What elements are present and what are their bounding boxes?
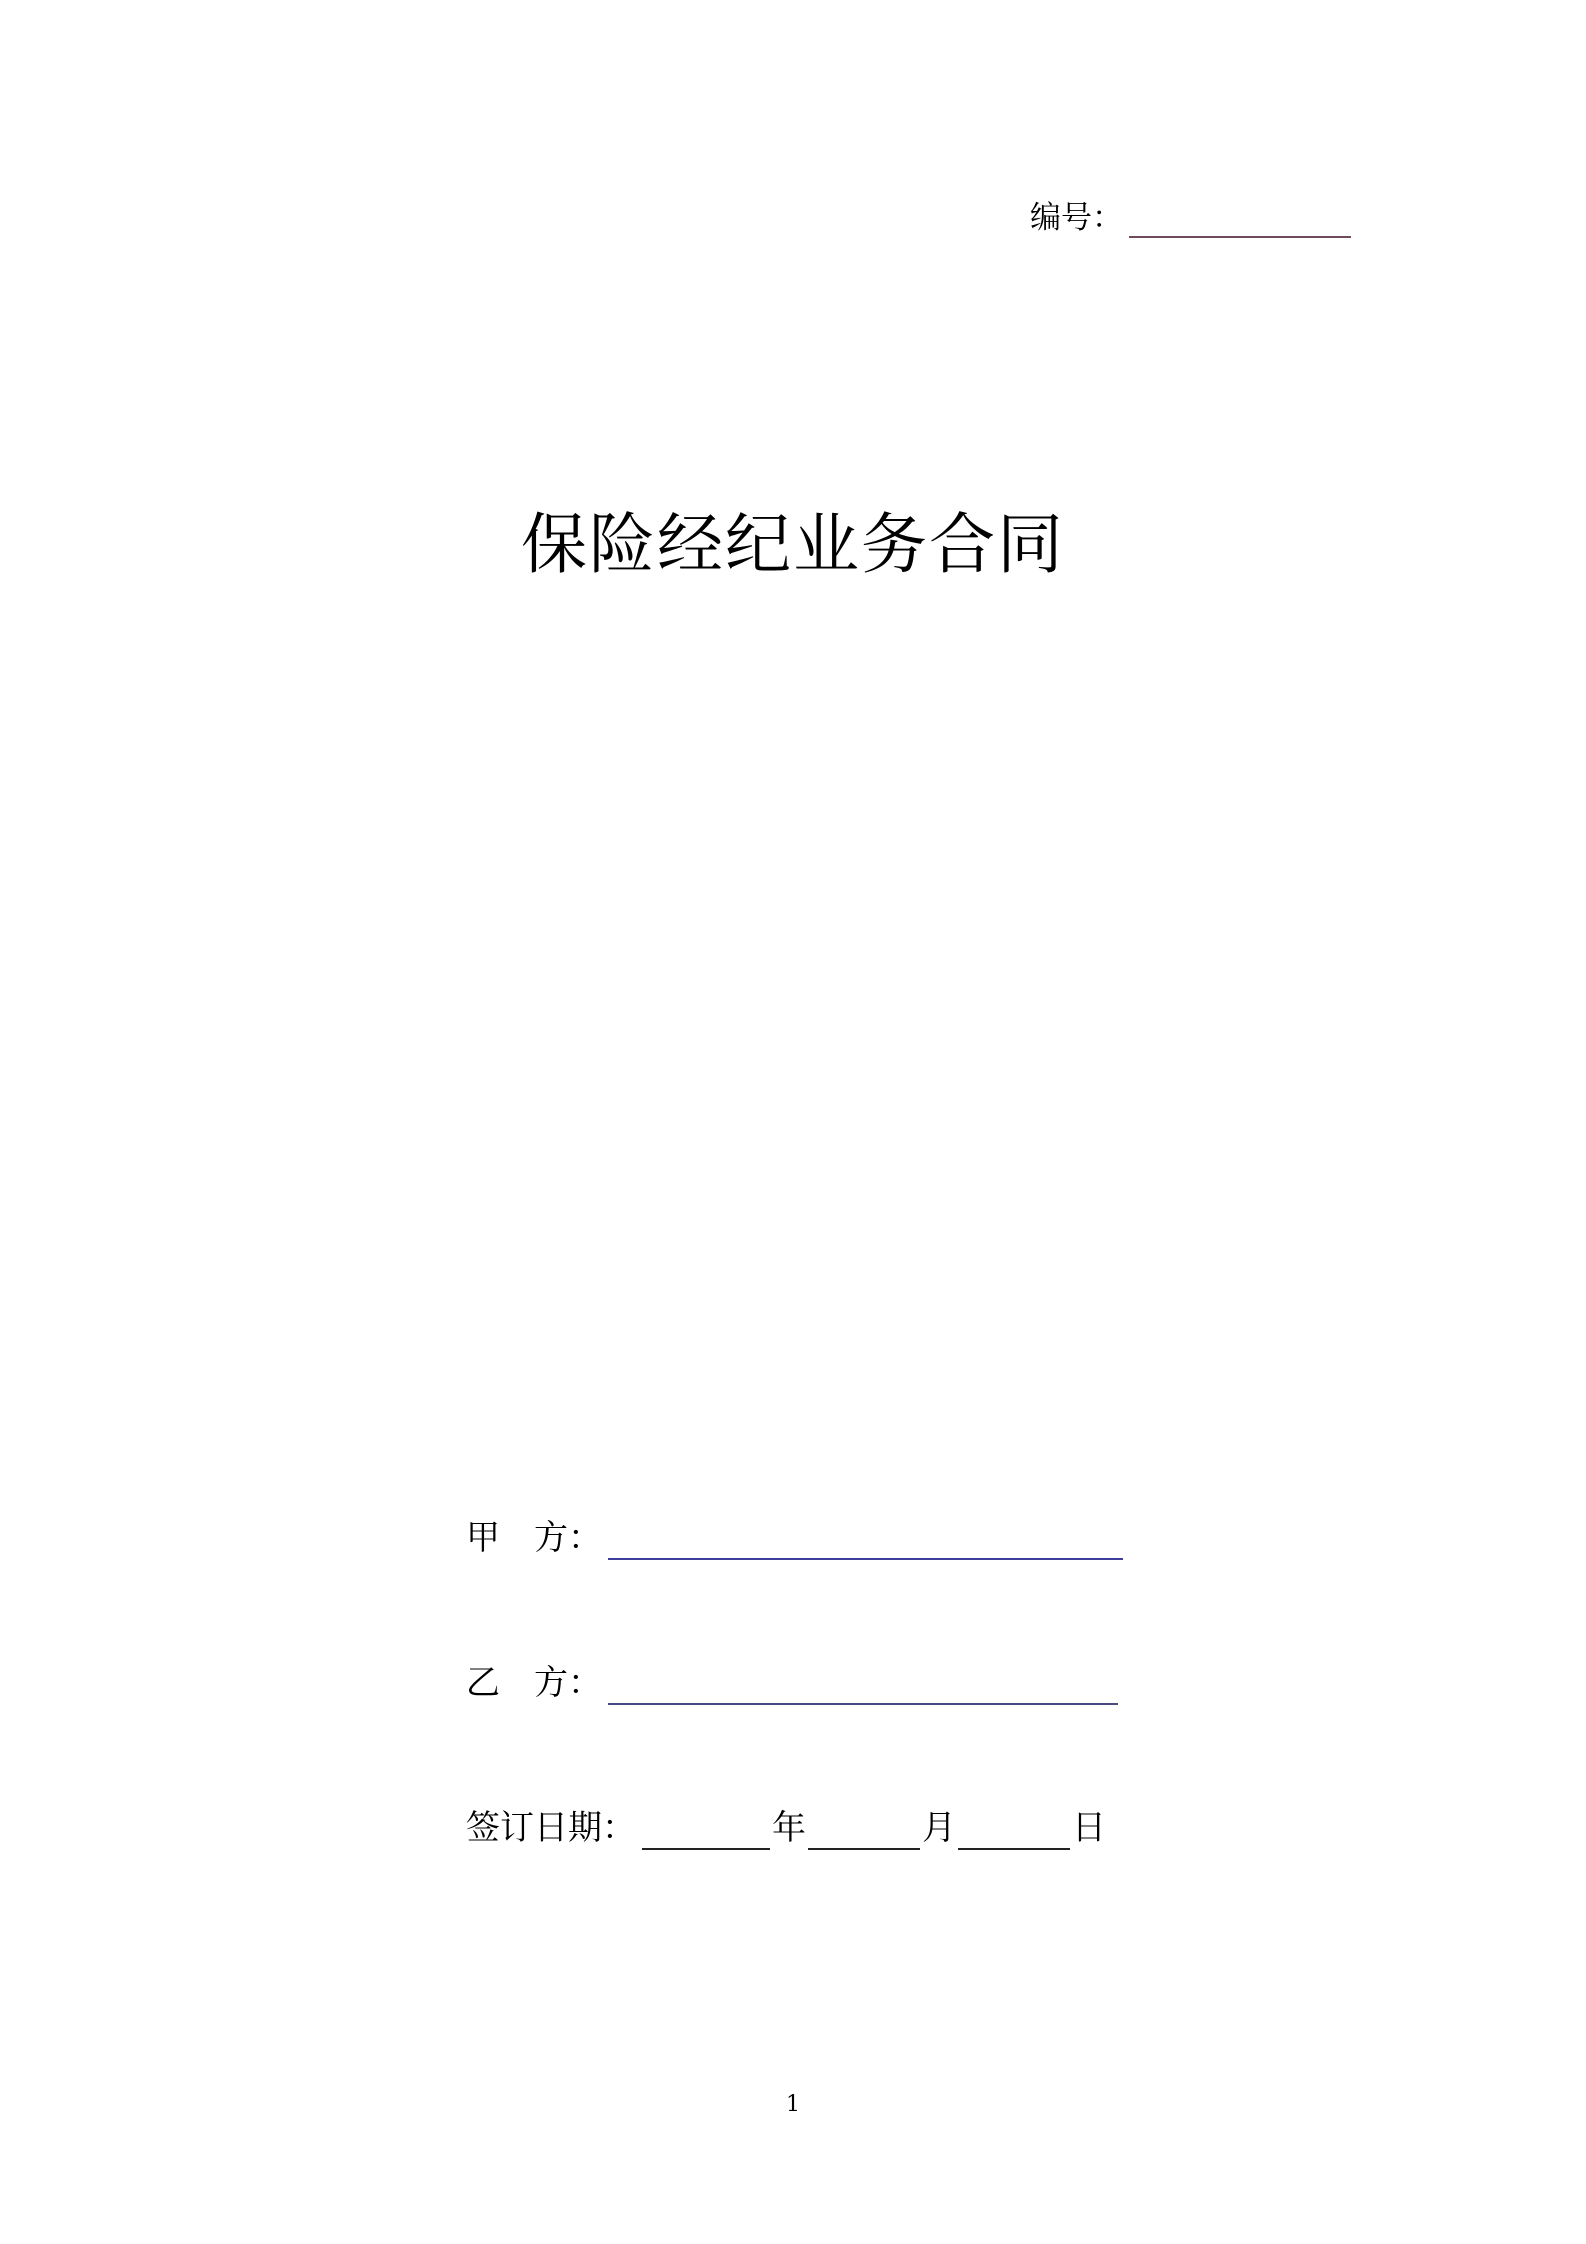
sign-date-day-label: 日 — [1072, 1808, 1106, 1848]
contract-title: 保险经纪业务合同 — [521, 506, 1065, 583]
sign-date-label: 签订日期： — [466, 1808, 636, 1848]
party-a-field — [466, 1512, 1123, 1560]
serial-number-label: 编号： — [1030, 200, 1123, 236]
page-number: 1 — [786, 2092, 800, 2117]
party-b-label: 乙 方： — [466, 1663, 602, 1703]
serial-number-field — [1030, 190, 1351, 238]
party-b-blank[interactable] — [608, 1673, 1118, 1705]
sign-date-month-blank[interactable] — [808, 1818, 920, 1850]
sign-date-year-label: 年 — [772, 1808, 806, 1848]
party-b-field — [466, 1657, 1118, 1705]
party-a-label: 甲 方： — [466, 1518, 602, 1558]
sign-date-field — [466, 1802, 1106, 1850]
serial-number-blank[interactable] — [1129, 206, 1351, 238]
sign-date-day-blank[interactable] — [958, 1818, 1070, 1850]
party-a-blank[interactable] — [608, 1528, 1123, 1560]
sign-date-year-blank[interactable] — [642, 1818, 770, 1850]
sign-date-month-label: 月 — [922, 1808, 956, 1848]
